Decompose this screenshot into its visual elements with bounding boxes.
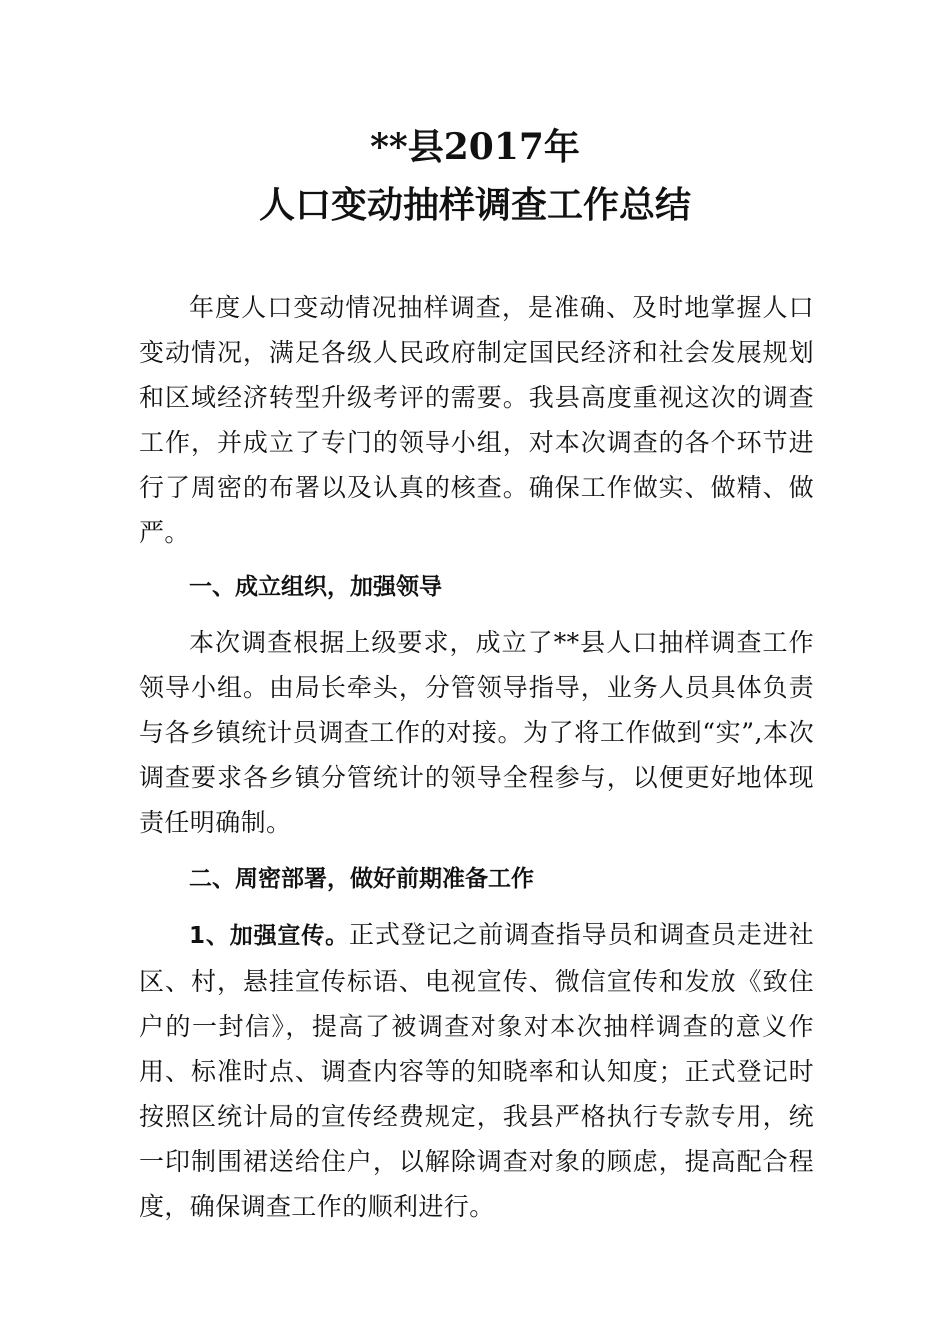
document-title [0, 118, 950, 234]
document-body [139, 285, 814, 1229]
section-2-heading: 二、周密部署，做好前期准备工作 [189, 866, 534, 892]
section-2-item-1-paragraph [139, 912, 814, 1229]
title-line-2: 人口变动抽样调查工作总结 [258, 184, 691, 226]
item-1-lead: 1、加强宣传。 [189, 923, 350, 949]
intro-paragraph: 年度人口变动情况抽样调查，是准确、及时地掌握人口变动情况，满足各级人民政府制定国民经济和社会发展规划和区域经济转型升级考评的需要。我县高度重视这次的调查工作，并成立了专门的领导小组，对本次调查的各个环节进行了周密的布署以及认真的核查。确保工作做实、做精、做严。 [139, 293, 814, 547]
section-1-paragraph: 本次调查根据上级要求，成立了**县人口抽样调查工作领导小组。由局长牵头，分管领导指导，业务人员具体负责与各乡镇统计员调查工作的对接。为了将工作做到“实”,本次调查要求各乡镇分管统计的领导全程参与，以便更好地体现责任明确制。 [139, 628, 814, 837]
section-1-heading: 一、成立组织，加强领导 [189, 574, 442, 600]
title-line-1: **县2017年 [370, 126, 580, 168]
item-1-text: 正式登记之前调查指导员和调查员走进社区、村，悬挂宣传标语、电视宣传、微信宣传和发放《致住户的一封信》，提高了被调查对象对本次抽样调查的意义作用、标准时点、调查内容等的知晓率和认知度；正式登记时按照区统计局的宣传经费规定，我县严格执行专款专用，统一印制围裙送给住户，以解除调查对象的顾虑，提高配合程度，确保调查工作的顺利进行。 [139, 920, 814, 1221]
